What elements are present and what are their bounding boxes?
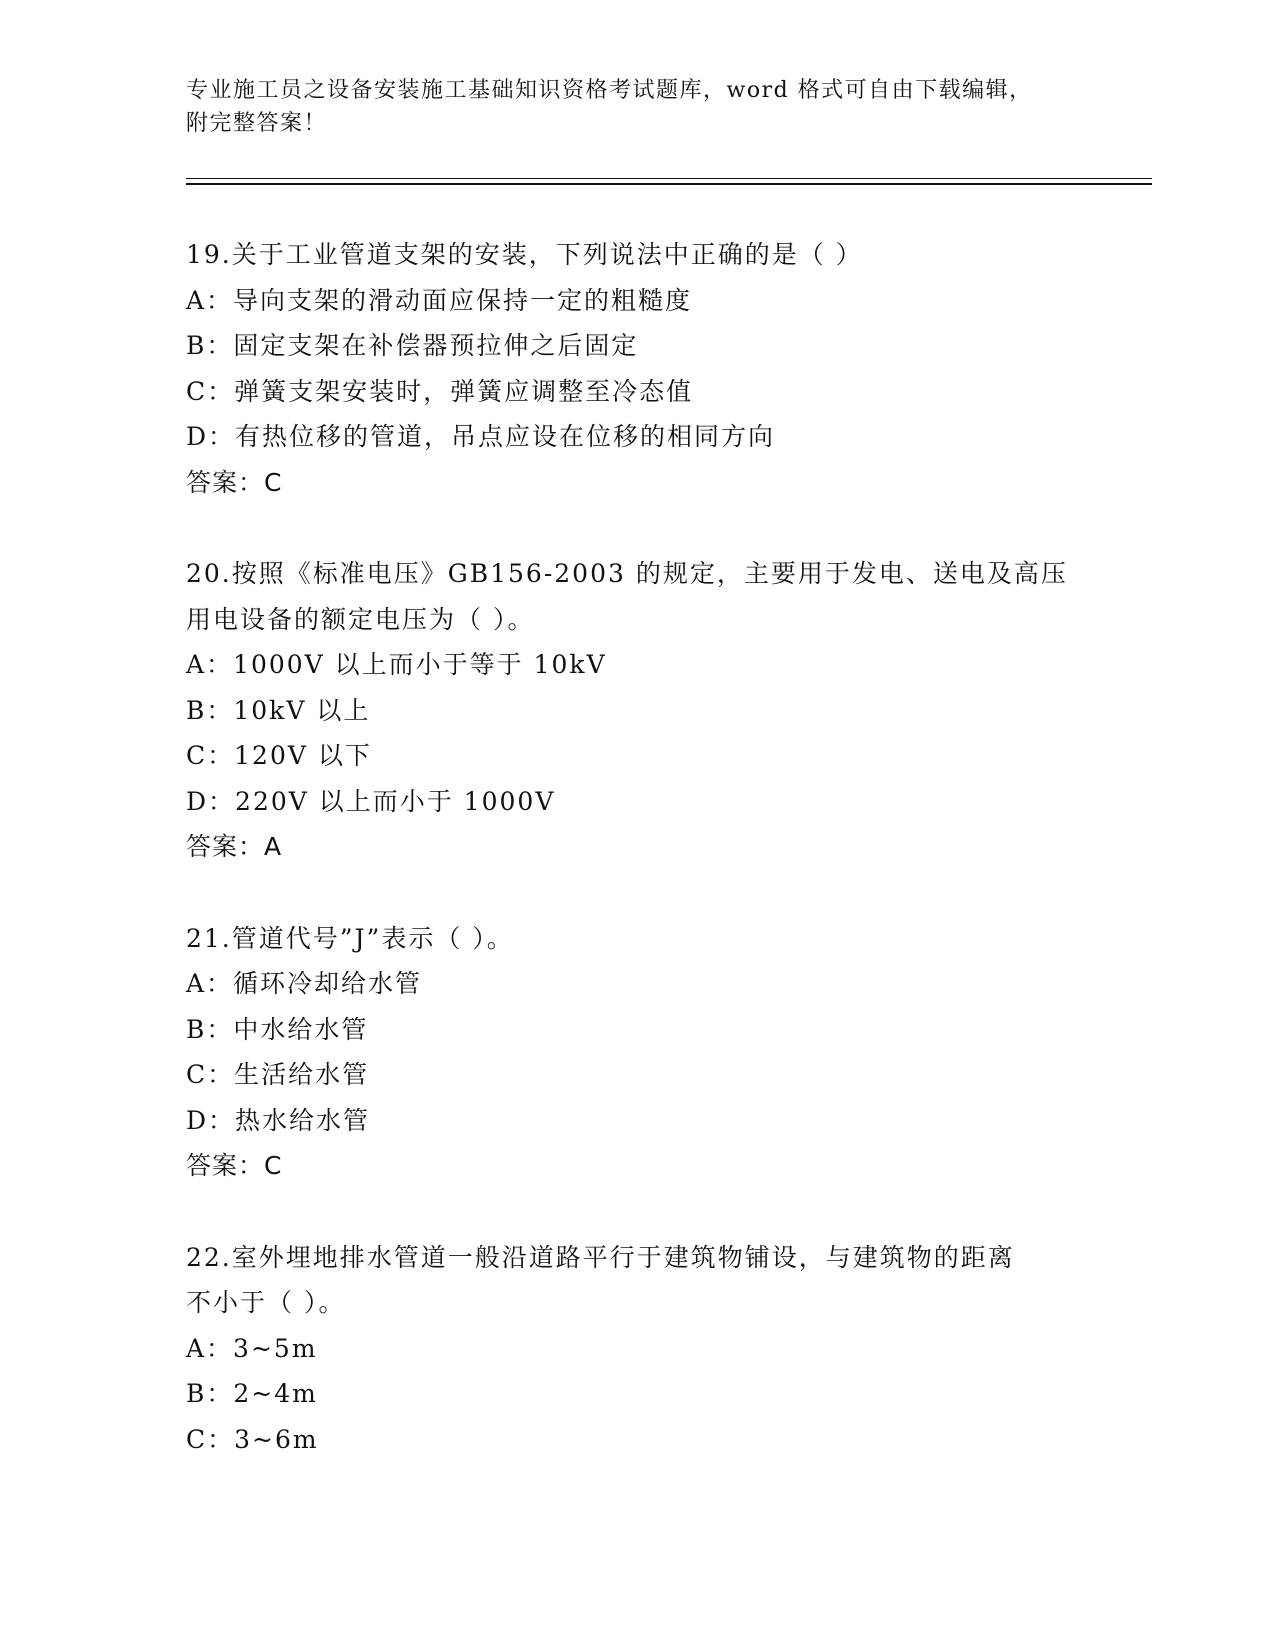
option-b: B：2~4m [186,1379,318,1408]
document-header [186,74,1086,140]
option-d: D：220V 以上而小于 1000V [186,786,556,816]
option-a: A：3~5m [186,1333,318,1363]
option-d: D：有热位移的管道，吊点应设在位移的相同方向 [186,422,776,451]
question-stem: 20.按照《标准电压》GB156-2003 的规定，主要用于发电、送电及高压 [186,559,1068,588]
option-b: B：固定支架在补偿器预拉伸之后固定 [186,331,639,360]
question-stem: 21.管道代号”J”表示（ ）。 [186,923,514,953]
question-stem-continued: 不小于（ ）。 [186,1288,346,1317]
question-20 [186,551,1126,870]
option-a: A：导向支架的滑动面应保持一定的粗糙度 [186,285,693,315]
answer-line: 答案：C [186,467,283,497]
option-c: C：生活给水管 [186,1060,370,1089]
option-b: B：中水给水管 [186,1014,369,1044]
question-list [186,232,1126,1508]
option-b: B：10kV 以上 [186,695,371,725]
option-d: D：热水给水管 [186,1105,371,1135]
question-19 [186,232,1126,505]
option-c: C：3~6m [186,1424,319,1454]
question-stem: 22.室外埋地排水管道一般沿道路平行于建筑物铺设，与建筑物的距离 [186,1242,1015,1272]
question-21 [186,916,1126,1189]
option-c: C：120V 以下 [186,741,372,770]
header-divider-thick [186,183,1152,185]
question-22 [186,1235,1126,1463]
option-a: A：循环冷却给水管 [186,969,423,998]
header-divider-thin [186,178,1152,179]
option-c: C：弹簧支架安装时，弹簧应调整至冷态值 [186,376,694,406]
header-line-1: 专业施工员之设备安装施工基础知识资格考试题库，word 格式可自由下载编辑， [186,78,1033,103]
question-stem: 19.关于工业管道支架的安装，下列说法中正确的是（ ） [186,240,863,269]
question-stem-continued: 用电设备的额定电压为（ ）。 [186,604,535,634]
answer-line: 答案：A [186,832,283,861]
header-line-2: 附完整答案！ [186,111,328,136]
answer-line: 答案：C [186,1151,283,1180]
option-a: A：1000V 以上而小于等于 10kV [186,650,607,679]
